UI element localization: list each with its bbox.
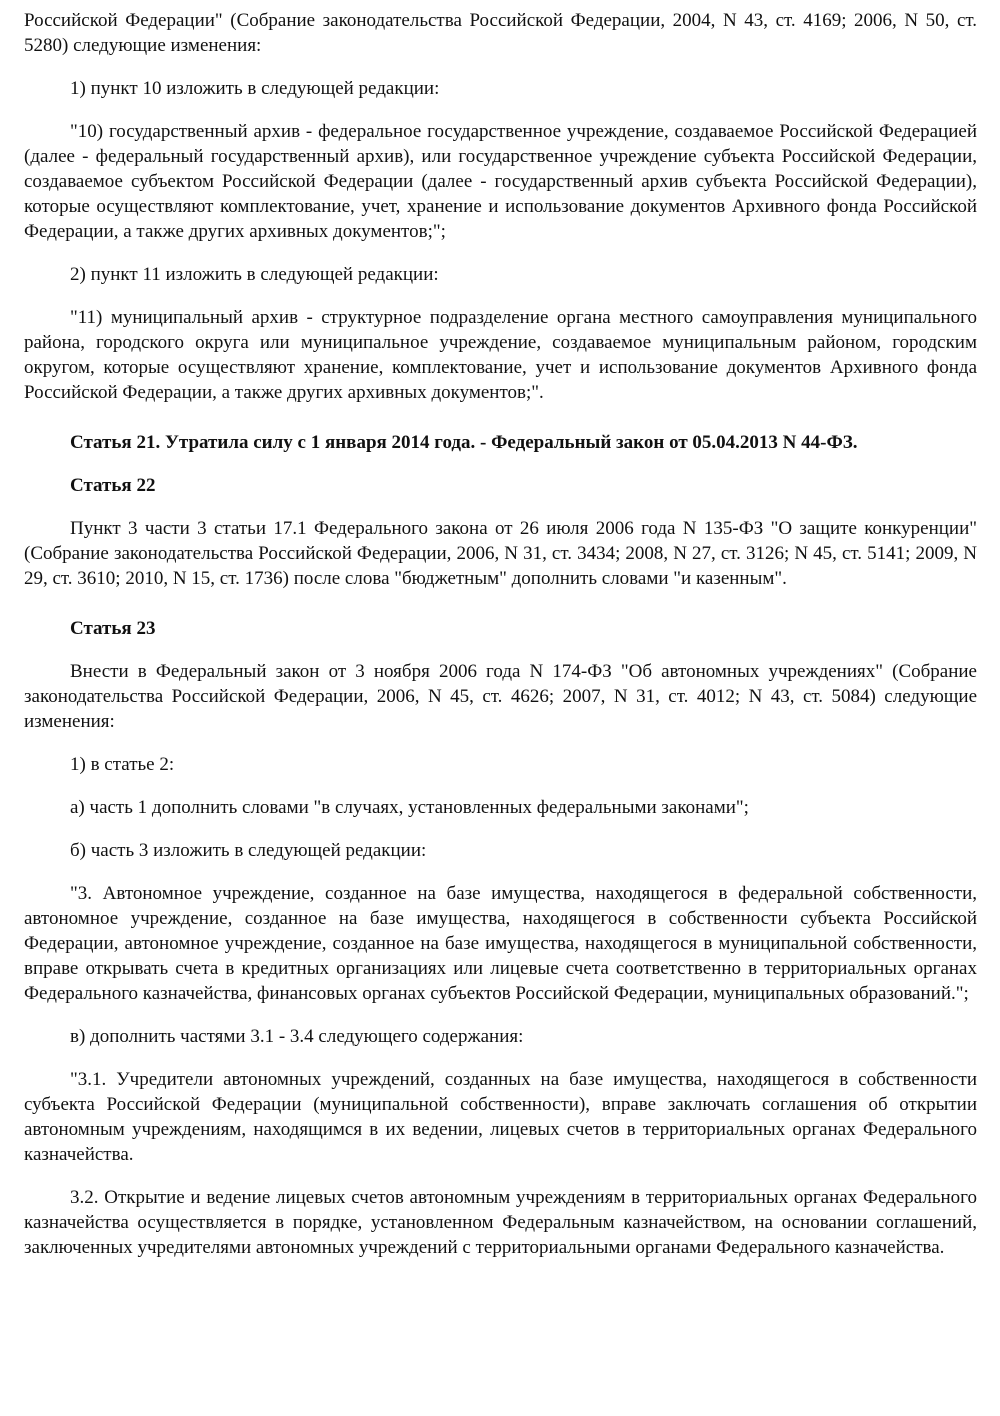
- document-page: [24, 8, 977, 1278]
- article-heading: Статья 23: [70, 618, 156, 639]
- document-paragraph: б) часть 3 изложить в следующей редакции:: [70, 840, 427, 861]
- document-paragraph: 3.2. Открытие и ведение лицевых счетов автономным учреждениям в территориальных органах Федерального казначейства осуществляется в порядке, установленном Федеральным казначейством, на основании соглашений, заключенных учредителями автономных учреждений с территориальными органами Федерального казначейства.: [24, 1187, 977, 1258]
- article-heading: Статья 21. Утратила силу с 1 января 2014 года. - Федеральный закон от 05.04.2013 N 44-ФЗ.: [70, 432, 858, 453]
- document-paragraph: Российской Федерации" (Собрание законодательства Российской Федерации, 2004, N 43, ст. 4169; 2006, N 50, ст. 5280) следующие изменения:: [24, 10, 977, 56]
- document-paragraph: "10) государственный архив - федеральное государственное учреждение, создаваемое Российской Федерацией (далее - федеральный государственный архив), или государственное учреждение субъекта Российской Федерации, создаваемое субъектом Российской Федерации (далее - государственный архив субъекта Российской Федерации), которые осуществляют комплектование, учет, хранение и использование документов Архивного фонда Российской Федерации, а также других архивных документов;";: [24, 121, 977, 242]
- document-paragraph: "11) муниципальный архив - структурное подразделение органа местного самоуправления муниципального района, городского округа или муниципальное учреждение, создаваемое муниципальным районом, городским округом, которые осуществляют хранение, комплектование, учет и использование документов Архивного фонда Российской Федерации, а также других архивных документов;".: [24, 307, 977, 403]
- article-heading: Статья 22: [70, 475, 156, 496]
- document-paragraph: Пункт 3 части 3 статьи 17.1 Федерального закона от 26 июля 2006 года N 135-ФЗ "О защите конкуренции" (Собрание законодательства Российской Федерации, 2006, N 31, ст. 3434; 2008, N 27, ст. 3126; N 45, ст. 5141; 2009, N 29, ст. 3610; 2010, N 15, ст. 1736) после слова "бюджетным" дополнить словами "и казенным".: [24, 518, 977, 589]
- document-paragraph: "3. Автономное учреждение, созданное на базе имущества, находящегося в федеральной собственности, автономное учреждение, созданное на базе имущества, находящегося в собственности субъекта Российской Федерации, автономное учреждение, созданное на базе имущества, находящегося в муниципальной собственности, вправе открывать счета в кредитных организациях или лицевые счета соответственно в территориальных органах Федерального казначейства, финансовых органах субъектов Российской Федерации, муниципальных образований.";: [24, 883, 977, 1004]
- document-paragraph: 1) в статье 2:: [70, 754, 175, 775]
- document-paragraph: 2) пункт 11 изложить в следующей редакции:: [70, 264, 439, 285]
- document-paragraph: Внести в Федеральный закон от 3 ноября 2006 года N 174-ФЗ "Об автономных учреждениях" (Собрание законодательства Российской Федерации, 2006, N 45, ст. 4626; 2007, N 31, ст. 4012; N 43, ст. 5084) следующие изменения:: [24, 661, 977, 732]
- document-paragraph: 1) пункт 10 изложить в следующей редакции:: [70, 78, 440, 99]
- document-paragraph: "3.1. Учредители автономных учреждений, созданных на базе имущества, находящегося в собственности субъекта Российской Федерации (муниципальной собственности), вправе заключать соглашения об открытии автономным учреждениям, находящимся в их ведении, лицевых счетов в территориальных органах Федерального казначейства.: [24, 1069, 977, 1165]
- document-paragraph: в) дополнить частями 3.1 - 3.4 следующего содержания:: [70, 1026, 524, 1047]
- document-paragraph: а) часть 1 дополнить словами "в случаях, установленных федеральными законами";: [70, 797, 749, 818]
